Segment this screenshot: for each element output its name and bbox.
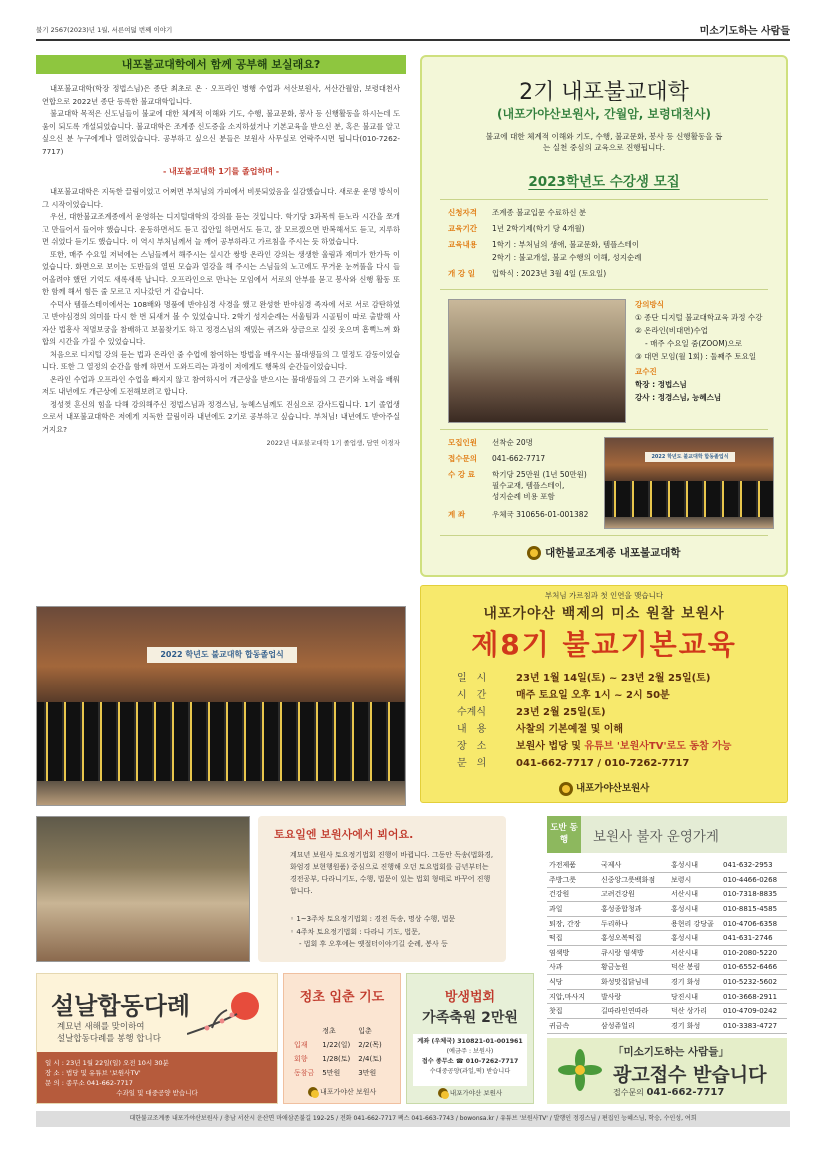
shop-row <box>547 1019 787 1034</box>
online-class-photo <box>448 299 626 423</box>
shop-cell: 경기 화성 <box>669 1019 721 1034</box>
bangsaeng-fee: 가족축원 2만원 <box>422 1010 518 1026</box>
shop-cell: 두리하나 <box>599 916 669 931</box>
info-value: 1년 2학기제(학기 당 4개월) <box>492 224 585 233</box>
shop-row <box>547 989 787 1004</box>
shop-cell: 건강원 <box>547 887 599 902</box>
college-footer <box>422 545 786 560</box>
shop-cell: 황금농원 <box>599 960 669 975</box>
shop-cell: 식당 <box>547 975 599 990</box>
seollal-info <box>37 1052 277 1103</box>
ad-recruit-title: 광고접수 받습니다 <box>613 1064 767 1086</box>
ad-recruit-phone <box>613 1087 724 1098</box>
edu-value: 보원사 법당 및 <box>516 741 585 752</box>
college-title: 2기 내포불교대학 <box>519 80 689 105</box>
graduates-crowd <box>37 702 405 781</box>
article-paragraph: 또한, 매주 수요일 저녁에는 스님들께서 해주시는 실시간 쌍방 온라인 강의는 생생한 울림과 재미가 한가득 이었습니다. 화면으로 보이는 도반들의 열띤 모습과 열강을 해 주시는 스님들의 노고에도 무거운 눈꺼풀을 다시 들어올려야 했던 기억도 새록새록 납니다. 오프라인으로 만나는 모임에서 서로의 안부를 묻고 봉사와 신행 활동 또한 함께 해서 힘든 줄 모르고 지나갔던 거 같습니다. <box>42 249 400 296</box>
ad-recruit-label: 접수문의 <box>613 1088 644 1097</box>
article-paragraph: 내포불교대학은 지독한 끌림이었고 어쩌면 부처님의 가피에서 비롯되었음을 실감했습니다. 새로운 운명 방식이 그 시작이었습니다. <box>42 187 400 209</box>
college-graduation-photo <box>604 437 774 529</box>
bangsaeng-ad <box>406 973 534 1104</box>
header-rule <box>36 39 790 41</box>
ad-recruit-number: 041-662-7717 <box>646 1087 725 1098</box>
info-value: 1학기 : 부처님의 생애, 불교문화, 템플스테이 <box>492 240 640 249</box>
edu-value: 매주 토요일 오후 1시 ~ 2시 50분 <box>516 690 670 701</box>
seollal-info-line: 일 시 : 23년 1월 22일(일) 오전 10시 30분 <box>45 1059 169 1067</box>
info-label <box>448 252 492 263</box>
article-paragraph: 우선, 대한불교조계종에서 운영하는 디지털대학의 강의를 듣는 것입니다. 학기당 3과목씩 듣노라 시간을 쪼개고 만들어서 들어야 했습니다. 운동하면서도 듣고 집안일 하면서도 듣고, 잘 모르겠으면 반복해서도 듣고, 지루하면 쉬었다 듣기도 했습니다. 이 역시 부처님께서 늘 깨어 공부하라고 가르침을 주시는 듯 하였습니다. <box>42 212 400 246</box>
edu-value: 041-662-7717 / 010-7262-7717 <box>516 758 690 769</box>
issue-info: 불기 2567(2023)년 1월, 서른여덟 번째 이야기 <box>36 26 173 34</box>
college-recruit-box <box>420 55 788 577</box>
bangsaeng-title: 방생법회 <box>444 990 496 1005</box>
ipchun-prayer-ad <box>283 973 401 1104</box>
edu-label: 일시 <box>457 673 497 684</box>
lotus-logo-icon <box>559 782 573 796</box>
info-label <box>448 480 492 491</box>
shop-cell: 010-3383-4727 <box>721 1019 787 1034</box>
shop-cell: 큐시랑 염색방 <box>599 946 669 961</box>
info-value: 2학기 : 불교개설, 불교 수행의 이해, 성지순례 <box>492 253 642 262</box>
shop-cell: 홍성오복떡집 <box>599 931 669 946</box>
graduation-photo <box>36 606 406 806</box>
bangsaeng-line: (예금주 : 보원사) <box>446 1048 494 1055</box>
college-fee-rows <box>448 437 608 525</box>
method-item: ① 종단 디지털 불교대학교육 과정 수강 <box>635 313 763 322</box>
article-paragraph: 수덕사 템플스테이에서는 108배와 명품에 반야심경 사경을 했고 완성한 반야심경 족자에 서로 서로 감탄하였고 반야심경의 의미를 다시 한 번 되새겨 볼 수 있었습니다. 2학기 성지순례는 서울팀과 시골팀이 따로 출발해 사자산 법흥사 적멸보궁을 참배하고 보물찾기도 하고 정경스님의 재밌는 퀴즈와 상금으로 실컷 웃으며 흠뻑느껴 화합의 시간을 가질 수 있었습니다. <box>42 299 400 346</box>
shop-cell: 홍성시내 <box>669 931 721 946</box>
divider <box>440 289 768 290</box>
article-paragraph: 온라인 수업과 오프라인 수업을 빠지지 않고 참여하시어 개근상을 받으시는 불대생들의 그 끈기와 노력을 배워 저도 내년에도 개근상에 도전해보려고 합니다. <box>42 374 400 396</box>
info-label: 교육기간 <box>448 224 477 233</box>
shop-cell: 발사랑 <box>599 989 669 1004</box>
saturday-service-box <box>258 816 506 962</box>
edu-label: 시간 <box>457 690 497 701</box>
lotus-logo-icon <box>438 1088 448 1098</box>
staff-title: 교수진 <box>635 367 657 376</box>
shop-cell: 서산시내 <box>669 946 721 961</box>
newsletter-title: 미소기도하는 사람들 <box>699 26 790 37</box>
shop-cell: 용현리 강당골 <box>669 916 721 931</box>
shop-row <box>547 902 787 917</box>
ipchun-footer <box>284 1087 400 1097</box>
shop-cell: 041-632-2953 <box>721 858 787 873</box>
edu-value: 23년 1월 14일(토) ~ 23년 2월 25일(토) <box>516 673 711 684</box>
info-label: 교육내용 <box>448 240 477 249</box>
article-column <box>36 55 406 447</box>
shop-cell: 010-4709-0242 <box>721 1004 787 1019</box>
page-header <box>36 21 790 39</box>
method-item: - 매주 수요일 줌(ZOOM)으로 <box>645 339 743 348</box>
info-label: 접수문의 <box>448 454 477 463</box>
shops-table <box>547 858 787 1034</box>
college-description: 불교에 대한 체계적 이해와 기도, 수행, 불교문화, 봉사 등 신행활동을 돕는 실천 중심의 교육으로 진행됩니다. <box>485 132 723 152</box>
shop-cell: 가전제품 <box>547 858 599 873</box>
shop-cell: 찻집 <box>547 1004 599 1019</box>
shop-cell: 홍성종합청과 <box>599 902 669 917</box>
photo-banner: 2022 학년도 불교대학 합동졸업식 <box>645 452 735 462</box>
plum-blossom-icon <box>187 984 267 1044</box>
info-value: 041-662-7717 <box>492 454 546 463</box>
shop-cell: 주방그릇 <box>547 873 599 888</box>
info-value: 우체국 310656-01-001382 <box>492 510 589 519</box>
bangsaeng-line: 수대중공양(과일,떡) 받습니다 <box>429 1068 511 1075</box>
shop-cell: 서산시내 <box>669 887 721 902</box>
shop-cell: 삼성쥬얼리 <box>599 1019 669 1034</box>
ipchun-cell: 1/28(토) <box>322 1055 351 1063</box>
edu-footer <box>421 780 787 796</box>
saturday-item: ◦ 4주차 토요정기법회 : 다라니 기도, 법문, <box>290 927 421 936</box>
shop-cell: 010-4466-0268 <box>721 873 787 888</box>
lotus-logo-icon <box>527 546 541 560</box>
shop-cell: 귀금속 <box>547 1019 599 1034</box>
shop-cell: 떡집 <box>547 931 599 946</box>
shop-cell: 041-631-2746 <box>721 931 787 946</box>
info-value: 선착순 20명 <box>492 438 533 447</box>
info-label: 신청자격 <box>448 208 477 217</box>
edu-tagline: 부처님 가르침과 첫 인연을 맺습니다 <box>544 591 664 600</box>
college-info-rows <box>448 207 778 284</box>
shop-row <box>547 887 787 902</box>
bangsaeng-line: 접수 종무소 ☎ 010-7262-7717 <box>421 1058 519 1065</box>
ipchun-cell: 3만원 <box>358 1069 377 1077</box>
ipchun-cell: 5만원 <box>322 1069 341 1077</box>
shop-row <box>547 960 787 975</box>
shop-cell: 덕산 상가리 <box>669 1004 721 1019</box>
seollal-info-line: 문 의 : 종무소 041-662-7717 <box>45 1079 133 1087</box>
info-value: 조계종 불교입문 수료하신 분 <box>492 208 587 217</box>
shop-cell: 염색방 <box>547 946 599 961</box>
shop-cell: 지압,마사지 <box>547 989 599 1004</box>
youtube-note: 유튜브 '보원사TV'로도 동참 가능 <box>584 741 732 752</box>
page-footer: 대한불교조계종 내포가야산보원사 / 충남 서산시 운산면 마애삼존불길 192-25 / 전화 041-662-7717 팩스 041-663-7743 / bowonsa.kr / 유튜브 '보원사TV' / 발행인 정경스님 / 편집인 능혜스님, 학승, 수인성, 여희 <box>36 1111 790 1127</box>
info-value: 입학식 : 2023년 3월 4일 (토요일) <box>492 269 607 278</box>
shop-cell: 보령시 <box>669 873 721 888</box>
shop-row <box>547 946 787 961</box>
seollal-ceremony-ad <box>36 973 278 1104</box>
shops-title: 보원사 불자 운영가게 <box>593 829 719 845</box>
ipchun-row-label: 입재 <box>294 1041 308 1049</box>
edu-label: 수계식 <box>457 707 486 718</box>
method-title: 강의방식 <box>635 300 664 309</box>
info-value: 학기당 25만원 (1년 50만원) <box>492 470 587 479</box>
shop-cell: 010-4706-6358 <box>721 916 787 931</box>
article-subtitle: - 내포불교대학 1기를 졸업하며 - <box>162 167 280 176</box>
shop-row <box>547 975 787 990</box>
saturday-title: 토요일엔 보원사에서 뵈어요. <box>274 828 414 841</box>
edu-footer-text: 내포가야산보원사 <box>575 783 650 794</box>
ipchun-cell: 2/4(토) <box>358 1055 382 1063</box>
shop-row <box>547 916 787 931</box>
edu-title: 제8기 불교기본교육 <box>471 628 737 661</box>
shop-cell: 사과 <box>547 960 599 975</box>
ad-recruit-pub: 「미소기도하는 사람들」 <box>613 1046 729 1058</box>
shop-row <box>547 858 787 873</box>
shop-cell: 010-3668-2911 <box>721 989 787 1004</box>
recruit-heading: 2023학년도 수강생 모집 <box>528 174 680 190</box>
edu-label: 내용 <box>457 724 497 735</box>
dharma-service-photo <box>36 816 250 962</box>
shop-cell: 010-2080-5220 <box>721 946 787 961</box>
bangsaeng-footer <box>407 1088 533 1098</box>
shop-cell: 퇴장, 간장 <box>547 916 599 931</box>
shop-cell: 당진시내 <box>669 989 721 1004</box>
shop-cell: 고려건강원 <box>599 887 669 902</box>
method-item: ② 온라인(비대면)수업 <box>635 326 708 335</box>
divider <box>440 535 768 536</box>
ipchun-cell: 2/2(목) <box>358 1041 382 1049</box>
shop-cell: 010-7318-8835 <box>721 887 787 902</box>
shops-tag: 도반 동행 <box>547 816 581 853</box>
staff-item: 강사 : 정경스님, 능혜스님 <box>635 393 722 402</box>
ipchun-row-label: 동참금 <box>294 1069 315 1077</box>
edu-value: 사찰의 기본예절 및 이해 <box>516 724 624 735</box>
graduates-crowd <box>605 481 773 517</box>
divider <box>440 199 768 200</box>
shop-cell: 화성맛집닭님네 <box>599 975 669 990</box>
info-label: 계 좌 <box>448 510 466 519</box>
college-subtitle: (내포가야산보원사, 간월암, 보령대천사) <box>497 107 711 121</box>
saturday-list <box>290 913 498 951</box>
ad-recruit-box <box>547 1038 787 1104</box>
seollal-sub-line: 계묘년 새해를 맞이하여 <box>57 1022 145 1032</box>
staff-item: 학장 : 정법스님 <box>635 380 687 389</box>
ipchun-title: 정초 입춘 기도 <box>299 990 385 1005</box>
shop-cell: 경기 화성 <box>669 975 721 990</box>
lotus-icon <box>557 1048 603 1094</box>
photo-banner: 2022 학년도 불교대학 합동졸업식 <box>147 647 297 663</box>
info-value: 필수교재, 템플스테이, <box>492 481 565 490</box>
edu-label: 장소 <box>457 741 497 752</box>
saturday-text: 계묘년 보원사 토요정기법회 진행이 바뀝니다. 그동안 독송(법화경, 화엄경 보현행원품) 중심으로 진행해 오던 토요법회를 금년부터는 경전공부, 다라니기도, 수행, 법문이 있는 법회 형태로 바꾸어 진행합니다. <box>290 851 494 895</box>
shop-cell: 덕산 봉림 <box>669 960 721 975</box>
basic-education-box <box>420 585 788 803</box>
shop-cell: 010-5232-5602 <box>721 975 787 990</box>
saturday-item: - 법회 후 오후에는 옛절터이야기길 순례, 봉사 등 <box>299 940 448 948</box>
info-value: 성지순례 비용 포함 <box>492 492 555 501</box>
shop-cell: 010-8815-4585 <box>721 902 787 917</box>
lotus-logo-icon <box>308 1087 318 1097</box>
ipchun-row-label: 회향 <box>294 1055 308 1063</box>
ipchun-table <box>290 1024 386 1080</box>
shop-row <box>547 873 787 888</box>
bangsaeng-line: 계좌 (우체국) 310821-01-001961 <box>417 1038 523 1045</box>
shop-cell: 길따라인연따라 <box>599 1004 669 1019</box>
bangsaeng-info <box>413 1034 527 1086</box>
lecture-methods <box>635 298 775 404</box>
article-paragraph: 내포불교대학(학장 정법스님)은 종단 최초로 온 · 오프라인 병행 수업과 서산보원사, 서산간월암, 보령대천사 연합으로 2022년 종단 등록한 불교대학입니다. <box>42 84 400 106</box>
seollal-info-line: 수과일 및 대중공양 받습니다 <box>116 1089 198 1097</box>
article-paragraph: 정성껏 흔신의 힘을 다해 강의해주신 정법스님과 정경스님, 능혜스님께도 진심으로 감사드립니다. 1기 졸업생으로서 내포불교대학은 저에게 지독한 끌림이라 내년에도 2기로 공부하고 싶습니다. 부처님! 내년에도 받아주실거지요? <box>42 399 400 434</box>
article-title: 내포불교대학에서 함께 공부해 보실래요? <box>36 55 406 74</box>
seollal-subtitle <box>57 1021 161 1045</box>
shop-cell: 홍성시내 <box>669 902 721 917</box>
shop-cell: 홍성시내 <box>669 858 721 873</box>
member-shops <box>547 816 787 1034</box>
shops-header <box>547 816 787 853</box>
shop-cell: 010-6552-6466 <box>721 960 787 975</box>
college-footer-text: 대한불교조계종 내포불교대학 <box>545 547 681 559</box>
shop-cell: 국제사 <box>599 858 669 873</box>
method-item: ③ 대면 모임(월 1회) : 둘째주 토요일 <box>635 352 757 361</box>
seollal-info-line: 장 소 : 법당 및 유튜브 '보원사TV' <box>45 1069 141 1077</box>
saturday-item: ◦ 1~3주차 토요정기법회 : 경전 독송, 명상 수행, 법문 <box>290 915 456 923</box>
article-paragraph: 불교대학 목적은 신도님들이 불교에 대한 체계적 이해와 기도, 수행, 불교문화, 봉사 등 신행활동을 하시는데 도움이 되도록 개설되었습니다. 불교대학은 조계종 신도증을 소지하셨거나 기본교육을 받으신 분, 혹은 불교를 알고 싶으신 분 누구에게나 열려있습니다. 공부하고 싶으신 분들은 보원사 사무실로 연락주시면 됩니다(010-7262-7717) <box>42 109 400 156</box>
edu-label: 문의 <box>457 758 497 769</box>
info-label: 개 강 일 <box>448 269 475 278</box>
shop-cell: 과일 <box>547 902 599 917</box>
article-caption: 2022년 내포불교대학 1기 졸업생, 담연 이경자 <box>266 439 400 447</box>
ipchun-footer-text: 내포가야산 보원사 <box>319 1088 377 1096</box>
shop-row <box>547 931 787 946</box>
divider <box>440 429 768 430</box>
bangsaeng-footer-text: 내포가야산 보원사 <box>449 1089 503 1097</box>
ipchun-col-header: 입춘 <box>358 1027 372 1035</box>
shop-row <box>547 1004 787 1019</box>
edu-info-rows <box>457 670 731 772</box>
info-label <box>448 491 492 502</box>
seollal-sub-line: 설날합동다례를 봉행 합니다 <box>57 1034 161 1044</box>
seollal-title: 설날합동다례 <box>51 991 191 1020</box>
article-paragraph: 처음으로 디지털 강의 듣는 법과 온라인 줌 수업에 참여하는 방법을 배우시는 불대생들의 그 열정도 감동이었습니다. 또한 그 열정의 순간을 함께 하면서 도와드리는 과정이 저에게도 행복의 순간들이었습니다. <box>42 349 400 371</box>
info-label: 수 강 료 <box>448 470 475 479</box>
ipchun-cell: 1/22(일) <box>322 1041 351 1049</box>
ipchun-col-header: 정초 <box>322 1027 336 1035</box>
edu-temple: 내포가야산 백제의 미소 원찰 보원사 <box>483 606 725 622</box>
shop-cell: 신중앙그릇백화점 <box>599 873 669 888</box>
edu-value: 23년 2월 25일(토) <box>516 707 606 718</box>
info-label: 모집인원 <box>448 438 477 447</box>
